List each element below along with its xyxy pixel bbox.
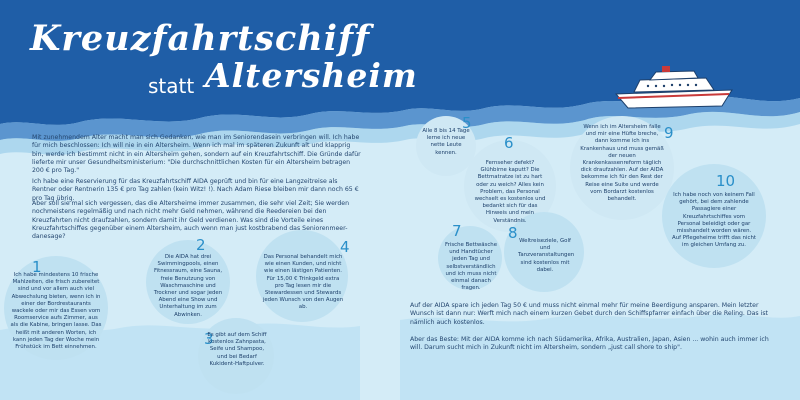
point-number-5: 5 bbox=[462, 114, 472, 132]
point-number-6: 6 bbox=[504, 134, 514, 152]
intro-paragraph-1: Mit zunehmendem Alter macht man sich Gedanken, wie man im Seniorendasein verbringen will. Ich habe für mich beschlossen: Ich will nie in ein Altersheim. Wenn ich mal im späteren Zukunft alt und klapprig bin, werde ich bestimmt nicht in ein Altersheim gehen, sondern auf ein Kreuzfahrtschiff. Die Gründe dafür lieferte mir unser Gesundheitsministerium: "Die durchschnittlichen Kosten für ein Altersheim betragen 200 € pro Tag." bbox=[32, 134, 361, 175]
point-text-9: Wenn ich im Altersheim falle und mir eine Hüfte breche, dann komme ich ins Krankenhaus und muss gemäß der neuen Krankenkassenreform täglich dick draufzahlen. Auf der AIDA bekomme ich für den Rest der Reise eine Suite und werde vom Bordarzt kostenlos behandelt. bbox=[580, 124, 664, 203]
point-number-10: 10 bbox=[716, 172, 736, 190]
point-number-8: 8 bbox=[508, 224, 518, 242]
point-number-1: 1 bbox=[32, 258, 42, 276]
point-number-4: 4 bbox=[340, 238, 350, 256]
point-text-7: Frische Bettwäsche und Handtücher jeden Tag und selbstverständlich und ich muss nicht einmal danach fragen. bbox=[444, 242, 498, 292]
point-text-10: Ich habe noch von keinem Fall gehört, bei dem zahlende Passagiere einer Kreuzfahrtschiffes vom Personal beleidigt oder gar misshandelt worden wären. Auf Pflegeheime trifft das nicht im gleichen Umfang zu. bbox=[672, 192, 756, 249]
page-title-line2: Altersheim bbox=[205, 56, 418, 95]
point-number-9: 9 bbox=[664, 124, 674, 142]
cruise-ship-illustration-icon bbox=[612, 66, 742, 112]
point-text-2: Die AIDA hat drei Swimmingpools, einen Fitnessraum, eine Sauna, freie Benutzung von Waschmaschine und Trockner und sogar jeden Abend eine Show und Unterhaltung im zum Abwinken. bbox=[153, 254, 223, 318]
point-text-4: Das Personal behandelt mich wie einen Kunden, und nicht wie einen lästigen Patienten. Für 15,00 € Trinkgeld extra pro Tag lesen mir die Stewardessen und Stewards jeden Wunsch von den Augen ab. bbox=[262, 254, 344, 311]
point-text-1: Ich habe mindestens 10 frische Mahlzeiten, die frisch zubereitet sind und vor allem auch viel Abwechslung bieten, wenn ich in einer der Bordrestaurants wackele oder mir das Essen vom Roomservice aufs Zimmer, aus als die Kabine, bringen lasse. Das heißt mit anderen Worten, ich kann jeden Tag der Woche mein Frühstück im Bett einnehmen. bbox=[10, 272, 102, 351]
page-title-line1: Kreuzfahrtschiff bbox=[30, 18, 371, 59]
point-text-8: Weltreiseziele, Golf und Tanzveranstaltungen sind kostenlos mit dabei. bbox=[518, 238, 575, 273]
closing-paragraph-1: Auf der AIDA spare ich jeden Tag 50 € und muss nicht einmal mehr für meine Beerdigung ansparen. Mein letzter Wunsch ist dann nur: Werft mich nach einem kurzen Gebet durch den Schiffspfarrer einfach über die Reling. Das ist nämlich auch kostenlos. bbox=[410, 302, 768, 326]
point-number-7: 7 bbox=[452, 222, 462, 240]
title-connector: statt bbox=[148, 74, 195, 98]
intro-paragraph-2: Ich habe eine Reservierung für das Kreuzfahrtschiff AIDA geprüft und bin für eine Langzeitreise als Rentner oder Rentnerin 135 € pro Tag zahlen (kein Witz! !). Nach Adam Riese bleiben mir dann noch 65 € pro Tag übrig. bbox=[32, 178, 359, 202]
closing-paragraph-2: Aber das Beste: Mit der AIDA komme ich nach Südamerika, Afrika, Australien, Japan, Asien ... wohin auch immer ich will. Darum sucht mich in Zukunft nicht im Altersheim, sondern „just call shore to ship". bbox=[410, 336, 769, 352]
point-text-5: Alle 8 bis 14 Tage lerne ich neue nette Leute kennen. bbox=[422, 128, 470, 156]
point-number-2: 2 bbox=[196, 236, 206, 254]
point-text-6: Fernseher defekt? Glühbirne kaputt? Die Bettmatratze ist zu hart oder zu weich? Alles kein Problem, das Personal wechselt es kostenlos und bedankt sich für das Hinweis und mein Verständnis. bbox=[474, 160, 546, 224]
point-text-3: Es gibt auf dem Schiff kostenlos Zahnpasta, Seife und Shampoo, und bei Bedarf Kukident-Haftpulver. bbox=[207, 332, 267, 367]
point-number-3: 3 bbox=[204, 330, 214, 348]
intro-paragraph-3: Aber soll sie mal sich vergessen, das die Altersheime immer zusammen, die sehr viel Zeit; Sie werden nochmeistens regelmäßig und nach nicht mehr Geld nehmen, während die Reedereien bei den Kreuzfahrten nicht draufzahlen, sondern damit ihr Geld verdienen. Was sind die Vorteile eines Kreuzfahrtschiffes gegenüber einem Altersheim, auch wenn man just kostbrabend das Seniorenmeer-danesage? bbox=[32, 200, 349, 241]
